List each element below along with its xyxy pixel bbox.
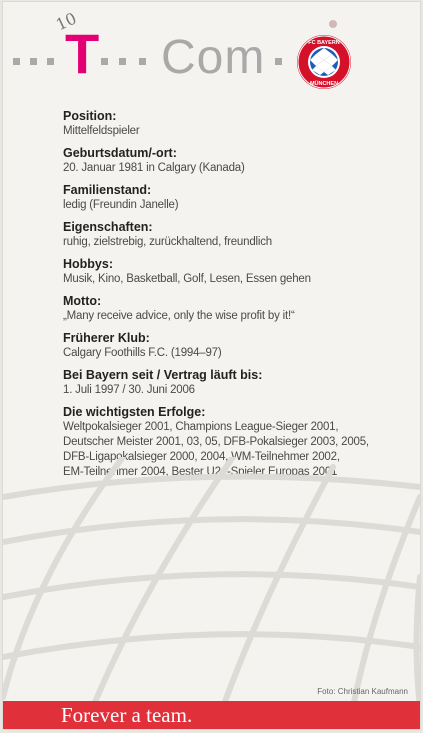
profile-label: Eigenschaften: bbox=[63, 220, 153, 234]
profile-motto bbox=[63, 294, 413, 324]
logo-dot bbox=[119, 58, 126, 65]
profile-former-club bbox=[63, 331, 413, 361]
profile-value: Mittelfeldspieler bbox=[63, 125, 140, 137]
footer-slogan: Forever a team. bbox=[61, 703, 193, 727]
achievement-line: EM-Teilnehmer 2004, Bester U21-Spieler Europas 2001 bbox=[63, 466, 338, 478]
profile-position bbox=[63, 109, 413, 139]
logo-com-word: Com bbox=[161, 31, 266, 84]
footer-bar bbox=[3, 701, 420, 729]
logo-dot bbox=[139, 58, 146, 65]
svg-text:MÜNCHEN: MÜNCHEN bbox=[309, 81, 339, 87]
profile-hobbies bbox=[63, 257, 413, 287]
profile-label: Bei Bayern seit / Vertrag läuft bis: bbox=[63, 368, 263, 382]
profile-birth bbox=[63, 146, 413, 176]
player-profile bbox=[63, 109, 413, 487]
profile-label: Geburtsdatum/-ort: bbox=[63, 146, 177, 160]
profile-value: 1. Juli 1997 / 30. Juni 2006 bbox=[63, 384, 195, 396]
globe-grid-graphic bbox=[3, 457, 420, 707]
profile-value: ruhig, zielstrebig, zurückhaltend, freundlich bbox=[63, 236, 272, 248]
logo-dot bbox=[13, 58, 20, 65]
logo-dot bbox=[30, 58, 37, 65]
profile-contract bbox=[63, 368, 413, 398]
svg-text:FC BAYERN: FC BAYERN bbox=[308, 40, 340, 46]
logo-dots-left bbox=[13, 58, 64, 65]
profile-label: Motto: bbox=[63, 294, 102, 308]
photo-credit: Foto: Christian Kaufmann bbox=[317, 687, 408, 696]
profile-value: Musik, Kino, Basketball, Golf, Lesen, Essen gehen bbox=[63, 273, 311, 285]
tcom-logo bbox=[13, 22, 283, 88]
profile-label: Familienstand: bbox=[63, 183, 152, 197]
achievement-line: DFB-Ligapokalsieger 2000, 2004, WM-Teilnehmer 2002, bbox=[63, 451, 340, 463]
achievement-line: Deutscher Meister 2001, 03, 05, DFB-Pokalsieger 2003, 2005, bbox=[63, 436, 369, 448]
profile-label: Die wichtigsten Erfolge: bbox=[63, 405, 206, 419]
profile-traits bbox=[63, 220, 413, 250]
achievement-line: Weltpokalsieger 2001, Champions League-Sieger 2001, bbox=[63, 421, 339, 433]
profile-value: Calgary Foothills F.C. (1994–97) bbox=[63, 347, 222, 359]
fc-bayern-crest-icon bbox=[296, 34, 352, 90]
profile-label: Früherer Klub: bbox=[63, 331, 150, 345]
profile-value: „Many receive advice, only the wise profit by it!“ bbox=[63, 310, 295, 322]
autograph-card bbox=[3, 2, 420, 729]
pin-mark bbox=[329, 20, 337, 28]
pencil-mark: 10 bbox=[52, 8, 80, 35]
logo-dot bbox=[275, 58, 282, 65]
logo-dot bbox=[47, 58, 54, 65]
profile-value: 20. Januar 1981 in Calgary (Kanada) bbox=[63, 162, 245, 174]
logo-t-letter: T bbox=[65, 22, 100, 85]
logo-dot bbox=[101, 58, 108, 65]
profile-label: Hobbys: bbox=[63, 257, 113, 271]
profile-marital-status bbox=[63, 183, 413, 213]
profile-label: Position: bbox=[63, 109, 117, 123]
profile-value: ledig (Freundin Janelle) bbox=[63, 199, 179, 211]
